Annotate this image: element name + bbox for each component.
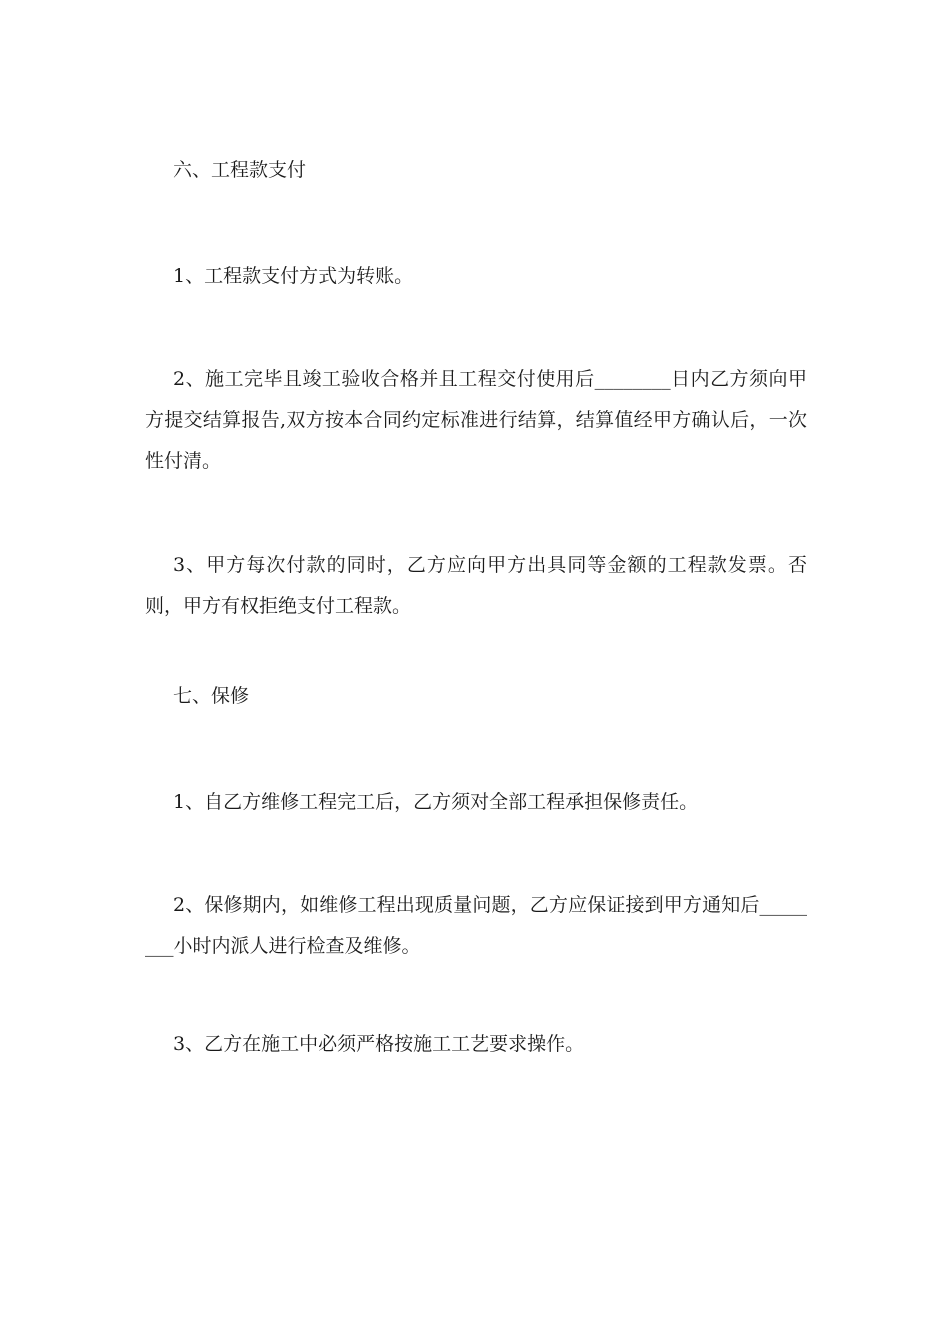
payment-clause-3: 3、甲方每次付款的同时，乙方应向甲方出具同等金额的工程款发票。否则，甲方有权拒绝支付工程款。 — [145, 554, 807, 617]
section-heading-warranty: 七、保修 — [173, 685, 250, 707]
section-heading-payment: 六、工程款支付 — [173, 159, 307, 181]
document-page — [145, 0, 807, 1344]
warranty-clause-1: 1、自乙方维修工程完工后，乙方须对全部工程承担保修责任。 — [173, 791, 699, 813]
warranty-clause-3: 3、乙方在施工中必须严格按施工工艺要求操作。 — [173, 1033, 585, 1055]
warranty-clause-2: 2、保修期内，如维修工程出现质量问题，乙方应保证接到甲方通知后________小时内派人进行检查及维修。 — [145, 894, 807, 957]
payment-clause-1: 1、工程款支付方式为转账。 — [173, 265, 414, 287]
payment-clause-2: 2、施工完毕且竣工验收合格并且工程交付使用后________日内乙方须向甲方提交结算报告,双方按本合同约定标准进行结算，结算值经甲方确认后，一次性付清。 — [145, 368, 807, 472]
